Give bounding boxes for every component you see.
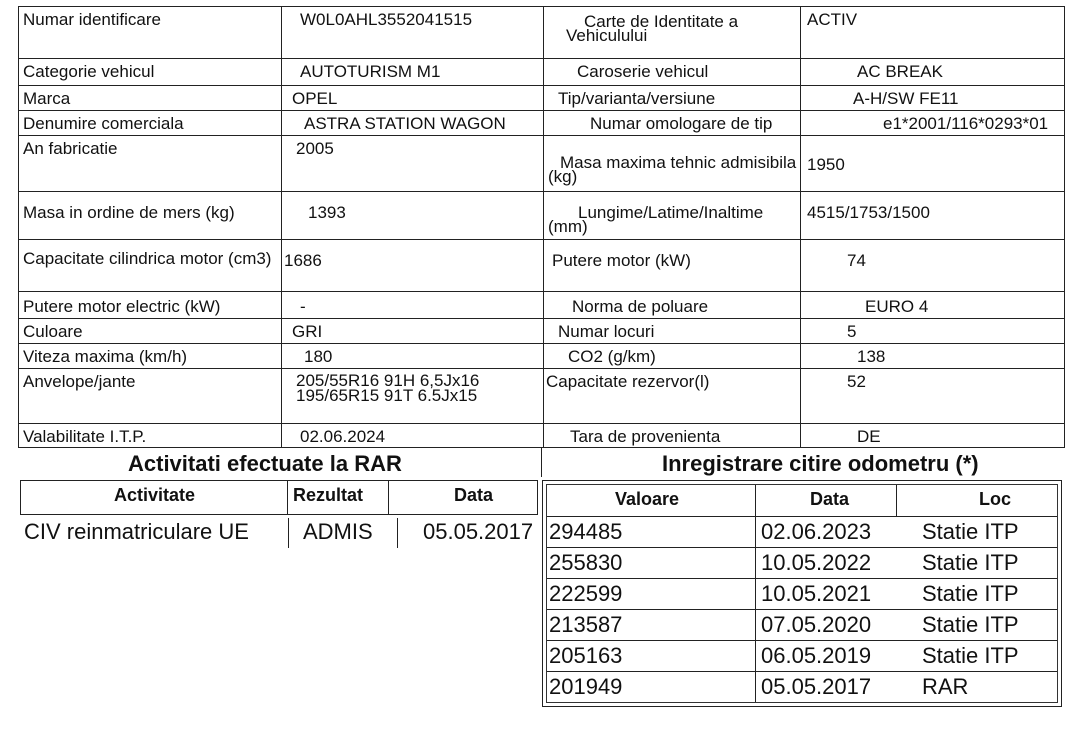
odometer-header-data: Data xyxy=(810,489,850,509)
rar-col-divider-2 xyxy=(388,481,389,514)
info-row-mass xyxy=(19,192,1065,240)
odometer-header-loc: Loc xyxy=(979,489,1012,509)
odometer-table xyxy=(542,480,1062,707)
label-capacitate-rezervor: Capacitate rezervor(l) xyxy=(544,369,801,424)
label-categorie: Categorie vehicul xyxy=(19,59,282,86)
odometer-row-line-2 xyxy=(547,578,1057,579)
info-row-vin xyxy=(19,7,1065,59)
value-norma-poluare: EURO 4 xyxy=(801,292,1065,319)
value-omologare: e1*2001/116*0293*01 xyxy=(801,111,1065,136)
value-numar-locuri: 5 xyxy=(801,319,1065,344)
odometer-row-3-loc: Statie ITP xyxy=(922,581,1019,606)
rar-row-rezultat: ADMIS xyxy=(303,519,373,544)
odometer-row-2-valoare: 255830 xyxy=(549,550,623,575)
info-row-electric xyxy=(19,292,1065,319)
info-row-model xyxy=(19,111,1065,136)
section-divider xyxy=(541,447,542,477)
odometer-row-line-5 xyxy=(547,671,1057,672)
label-tip: Tip/varianta/versiune xyxy=(544,86,801,111)
rar-header-rezultat: Rezultat xyxy=(293,485,364,505)
label-denumire: Denumire comerciala xyxy=(19,111,282,136)
info-row-category xyxy=(19,59,1065,86)
value-anvelope xyxy=(282,369,544,424)
rar-row-divider-2 xyxy=(397,518,398,548)
odometer-row-line-3 xyxy=(547,609,1057,610)
value-tara-provenienta: DE xyxy=(801,424,1065,448)
label-viteza-maxima: Viteza maxima (km/h) xyxy=(19,344,282,369)
odometer-row-1-valoare: 294485 xyxy=(549,519,623,544)
odometer-row-5-valoare: 205163 xyxy=(549,643,623,668)
rar-row-data: 05.05.2017 xyxy=(423,519,534,544)
value-anvelope-line2: 195/65R15 91T 6.5Jx15 xyxy=(296,386,478,405)
odometer-row-6-loc: RAR xyxy=(922,674,969,699)
value-caroserie: AC BREAK xyxy=(801,59,1065,86)
odometer-row-3-data: 10.05.2021 xyxy=(761,581,872,606)
value-anvelope-line1: 205/55R16 91H 6,5Jx16 xyxy=(296,371,480,390)
label-putere-motor: Putere motor (kW) xyxy=(544,240,801,292)
info-row-engine xyxy=(19,240,1065,292)
rar-header-data: Data xyxy=(454,485,494,505)
value-dimensiuni: 4515/1753/1500 xyxy=(801,192,1065,240)
odometer-row-4-data: 07.05.2020 xyxy=(761,612,872,637)
label-marca: Marca xyxy=(19,86,282,111)
label-putere-electric: Putere motor electric (kW) xyxy=(19,292,282,319)
odometer-header-valoare: Valoare xyxy=(615,489,680,509)
info-row-year xyxy=(19,136,1065,192)
value-an-fabricatie: 2005 xyxy=(282,136,544,192)
odometer-row-1-loc: Statie ITP xyxy=(922,519,1019,544)
value-civ: ACTIV xyxy=(801,7,1065,59)
vehicle-info-table xyxy=(18,6,1065,448)
value-co2: 138 xyxy=(801,344,1065,369)
label-norma-poluare: Norma de poluare xyxy=(544,292,801,319)
odometer-row-6-valoare: 201949 xyxy=(549,674,623,699)
odometer-col-divider-1 xyxy=(755,485,756,702)
label-co2: CO2 (g/km) xyxy=(544,344,801,369)
value-marca: OPEL xyxy=(282,86,544,111)
odometer-col-divider-2 xyxy=(896,485,897,516)
info-row-color xyxy=(19,319,1065,344)
label-civ: Carte de Identitate a Vehiculului xyxy=(544,7,801,59)
odometer-header-line xyxy=(547,516,1057,517)
value-denumire: ASTRA STATION WAGON xyxy=(282,111,544,136)
vehicle-report xyxy=(18,6,1064,709)
value-culoare: GRI xyxy=(282,319,544,344)
odometer-row-2-loc: Statie ITP xyxy=(922,550,1019,575)
info-row-speed xyxy=(19,344,1065,369)
odometer-row-2-data: 10.05.2022 xyxy=(761,550,872,575)
value-capacitate-rezervor: 52 xyxy=(801,369,1065,424)
value-masa-maxima: 1950 xyxy=(801,136,1065,192)
info-row-tires xyxy=(19,369,1065,424)
value-categorie: AUTOTURISM M1 xyxy=(282,59,544,86)
rar-row-activitate: CIV reinmatriculare UE xyxy=(24,519,249,544)
label-masa-mers: Masa in ordine de mers (kg) xyxy=(19,192,282,240)
value-tip: A-H/SW FE11 xyxy=(801,86,1065,111)
info-row-make xyxy=(19,86,1065,111)
label-valabilitate-itp: Valabilitate I.T.P. xyxy=(19,424,282,448)
odometer-row-3-valoare: 222599 xyxy=(549,581,623,606)
value-capacitate-cilindrica: 1686 xyxy=(282,240,544,292)
rar-activities-table xyxy=(20,480,538,515)
info-row-itp xyxy=(19,424,1065,448)
rar-row-divider-1 xyxy=(288,518,289,548)
odometer-row-6-data: 05.05.2017 xyxy=(761,674,872,699)
odometer-row-4-valoare: 213587 xyxy=(549,612,623,637)
odometer-row-line-1 xyxy=(547,547,1057,548)
label-tara-provenienta: Tara de provenienta xyxy=(544,424,801,448)
value-valabilitate-itp: 02.06.2024 xyxy=(282,424,544,448)
odometer-row-4-loc: Statie ITP xyxy=(922,612,1019,637)
odometer-row-1-data: 02.06.2023 xyxy=(761,519,872,544)
label-an-fabricatie: An fabricatie xyxy=(19,136,282,192)
value-putere-electric: - xyxy=(282,292,544,319)
label-masa-maxima: Masa maxima tehnic admisibila (kg) xyxy=(544,136,801,192)
odometer-row-line-4 xyxy=(547,640,1057,641)
value-viteza-maxima: 180 xyxy=(282,344,544,369)
value-numar-identificare: W0L0AHL3552041515 xyxy=(282,7,544,59)
label-omologare: Numar omologare de tip xyxy=(544,111,801,136)
odometer-row-5-loc: Statie ITP xyxy=(922,643,1019,668)
label-numar-locuri: Numar locuri xyxy=(544,319,801,344)
odometer-section-title: Inregistrare citire odometru (*) xyxy=(662,451,979,476)
label-caroserie: Caroserie vehicul xyxy=(544,59,801,86)
label-anvelope: Anvelope/jante xyxy=(19,369,282,424)
rar-header-activitate: Activitate xyxy=(114,485,196,505)
label-dimensiuni: Lungime/Latime/Inaltime (mm) xyxy=(544,192,801,240)
value-putere-motor: 74 xyxy=(801,240,1065,292)
odometer-row-5-data: 06.05.2019 xyxy=(761,643,872,668)
value-masa-mers: 1393 xyxy=(282,192,544,240)
rar-section-title: Activitati efectuate la RAR xyxy=(128,451,402,476)
label-culoare: Culoare xyxy=(19,319,282,344)
rar-col-divider-1 xyxy=(287,481,288,514)
label-numar-identificare: Numar identificare xyxy=(19,7,282,59)
odometer-inner-frame xyxy=(546,484,1058,703)
label-capacitate-cilindrica: Capacitate cilindrica motor (cm3) xyxy=(19,240,282,292)
